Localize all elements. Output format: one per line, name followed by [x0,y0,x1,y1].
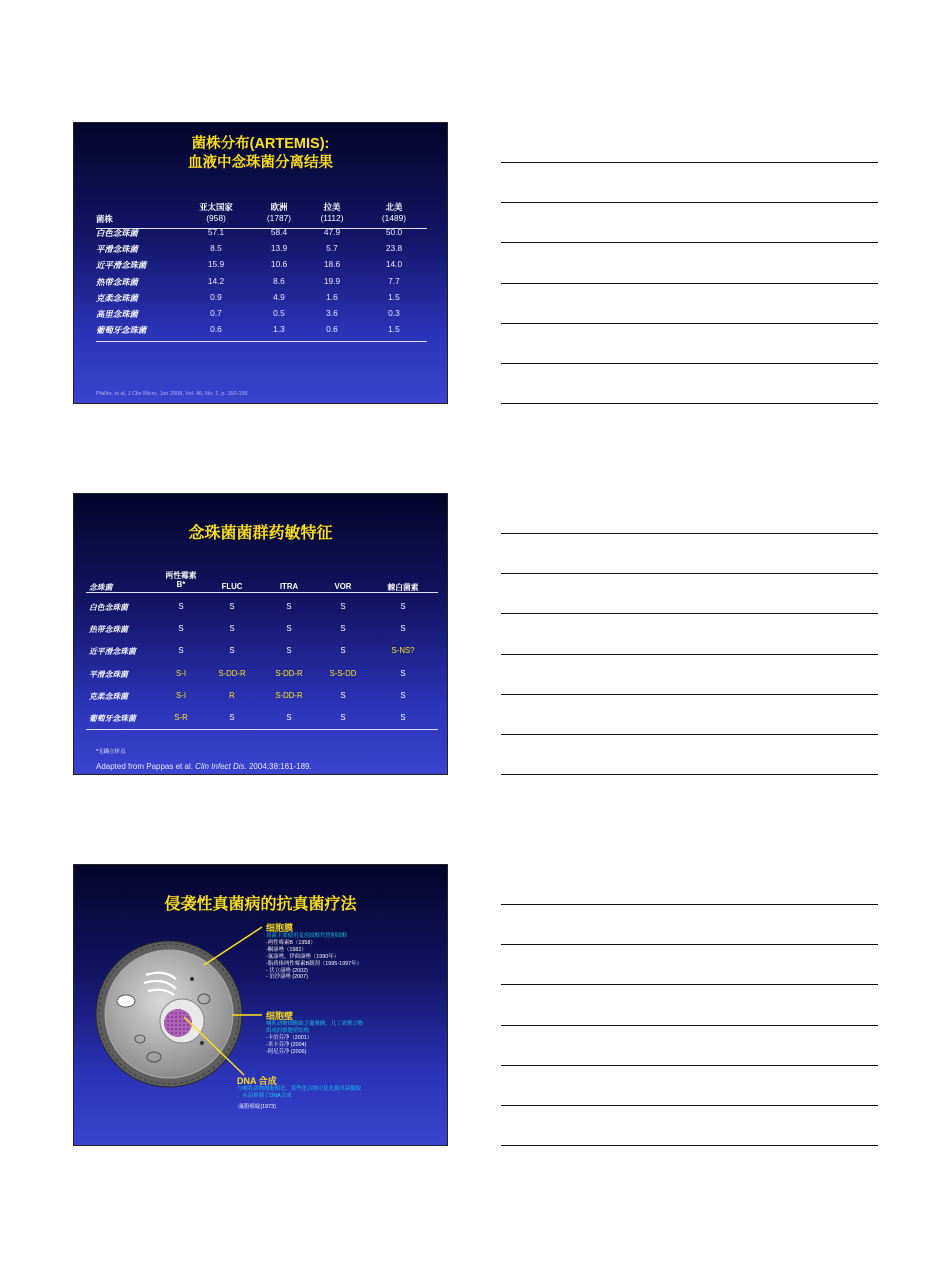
table-row: 葡萄牙念珠菌 S-R S S S S [89,712,406,723]
dna-synthesis-label: DNA 合成 [237,1076,277,1086]
slide-1 [73,122,448,404]
cell-membrane-label: 细胞膜 [266,923,294,933]
slide-2 [73,493,448,775]
slide-2-title: 念珠菌菌群药敏特征 [188,525,333,542]
slide-3 [73,864,448,1146]
footnote: *无确立折点 [96,749,126,755]
slide-3-title: 侵袭性真菌病的抗真菌疗法 [164,896,357,913]
cell-wall-notes: 哺乳动物细胞缺乏葡聚糖，几丁质聚合物 组成的细胞壁结构 -卡泊芬净（2001） -米卡芬净 (2004) -阿尼芬净 (2006) [266,1021,364,1055]
table-row: 近平滑念珠菌 15.9 10.6 18.6 14.0 [96,259,403,271]
table-row: 克柔念珠菌 0.9 4.9 1.6 1.5 [96,291,400,303]
table-divider [96,341,427,342]
table-row: 热带念珠菌 14.2 8.6 19.9 7.7 [96,275,400,287]
citation: Pfaller, et al, J Clin Micro, Jan 2008, Vol. 46, No. 1, p. 150-156 [96,391,248,397]
table-row: 近平滑念珠菌 S S S S S-NS? [89,646,415,657]
table-row: 克柔念珠菌 S-I R S-DD-R S S [89,690,406,701]
susceptibility-table [89,571,429,735]
table-divider [86,592,438,593]
strain-distribution-table [96,201,426,340]
dna-synthesis-notes: 与哺乳动物细胞相比，某些化合物可优先被真菌摄取 ，从而抑制了DNA合成 -氟胞嘧啶(1973) [237,1086,361,1110]
table-row: 平滑念珠菌 8.5 13.9 5.7 23.8 [96,243,403,255]
cell-membrane-notes: 真菌主要使用麦角固醇代替胆固醇 -两性霉素B（1958） -酮康唑（1982） -氟康唑，伊曲康唑（1990年） -脂质体两性霉素B制剂（1995-1997年） - 伏立康唑 (2002) - 泊沙康唑 (2007) [266,933,362,981]
table-row: 白色念珠菌 57.1 58.4 47.9 50.0 [96,227,403,238]
table-divider [96,228,427,229]
table-header: 念珠菌 两性霉素B* FLUC ITRA VOR 棘白菌素 [89,571,419,592]
table-divider [86,729,438,730]
table-row: 高里念珠菌 0.7 0.5 3.6 0.3 [96,307,400,319]
table-row: 热带念珠菌 S S S S S [89,624,406,635]
table-header: 亚太国家 (958) 欧洲 (1787) 拉美 (1112) 北美 (1489) 菌株 [96,202,407,224]
cell-wall-label: 细胞壁 [266,1011,294,1021]
citation: Adapted from Pappas et al. Clin Infect Dis. 2004;38:161-189. [96,762,312,771]
slide-1-title: 菌株分布(ARTEMIS): 血液中念珠菌分离结果 [188,136,333,171]
table-row: 平滑念珠菌 S-I S-DD-R S-DD-R S-S-DD S [89,668,406,679]
table-row: 葡萄牙念珠菌 0.6 1.3 0.6 1.5 [96,324,400,336]
table-row: 白色念珠菌 S S S S S [89,602,406,612]
